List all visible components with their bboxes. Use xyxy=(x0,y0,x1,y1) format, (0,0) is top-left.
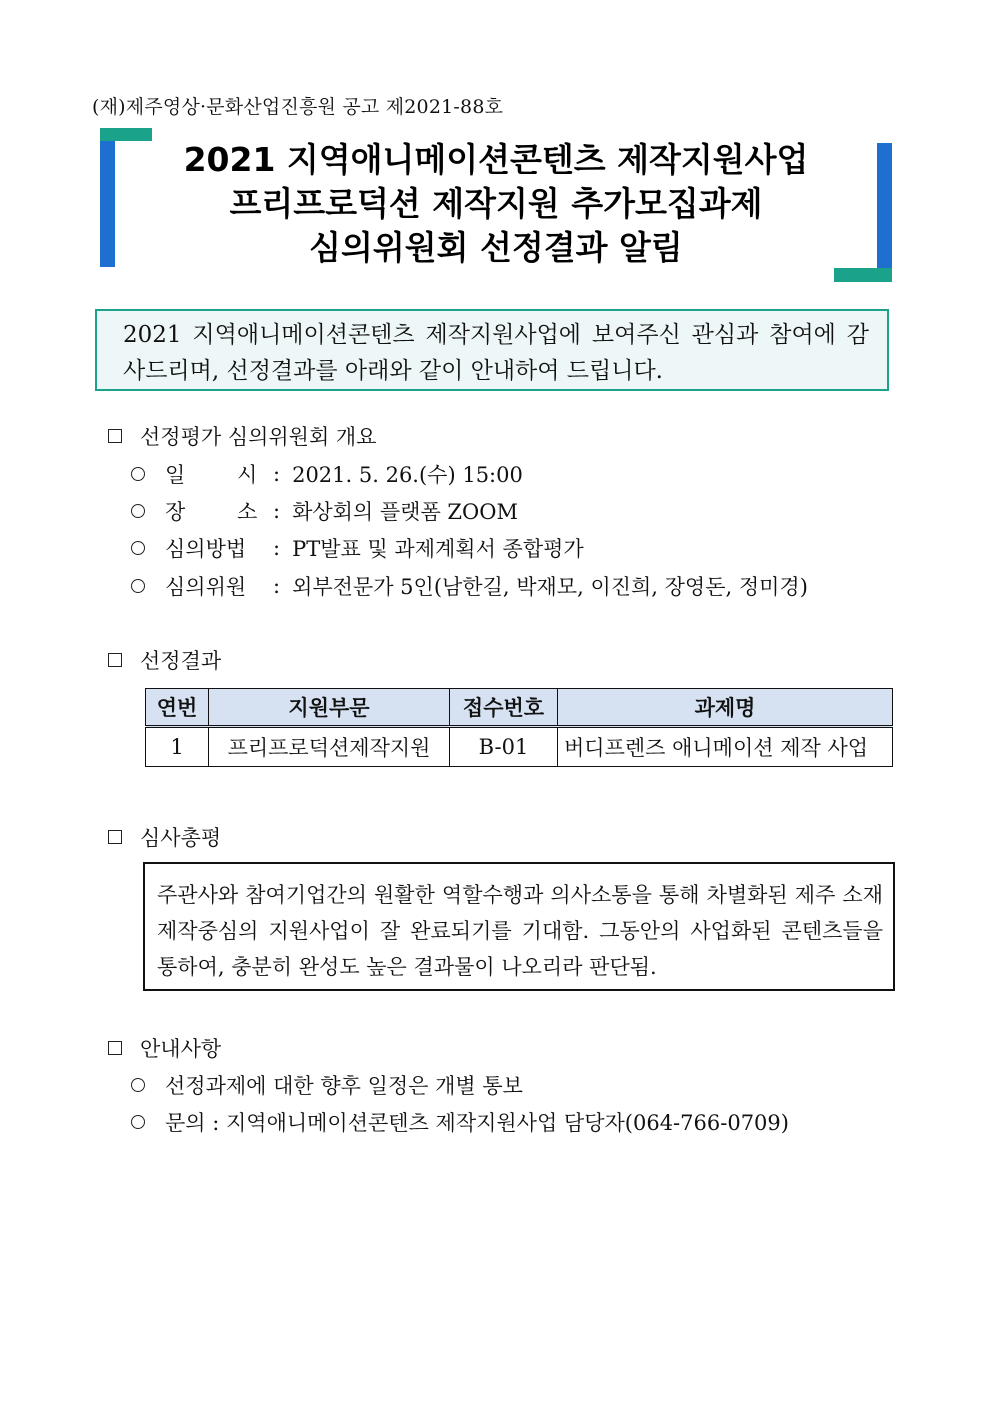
review-heading-text: 심사총평 xyxy=(140,826,222,850)
title-line-2: 프리프로덕션 제작지원 추가모집과제 xyxy=(229,184,763,223)
item-label: 심의방법 xyxy=(165,537,247,561)
item-value: 화상회의 플랫폼 ZOOM xyxy=(292,500,518,524)
label-place-first: 장 xyxy=(165,500,186,524)
accent-bar-blue-right xyxy=(877,143,892,269)
results-heading-text: 선정결과 xyxy=(140,649,222,673)
guidance-heading xyxy=(108,1033,221,1063)
circle-bullet-icon xyxy=(131,1078,145,1092)
square-bullet-icon xyxy=(108,1041,122,1055)
separator: : xyxy=(273,536,281,560)
title-line-3: 심의위원회 선정결과 알림 xyxy=(309,228,683,267)
label-date-first: 일 xyxy=(165,463,186,487)
overview-item-method xyxy=(131,533,584,563)
circle-bullet-icon xyxy=(131,541,145,555)
accent-bar-green-bottom xyxy=(834,268,892,282)
notice-number: (재)제주영상·문화산업진흥원 공고 제2021-88호 xyxy=(92,96,504,118)
results-table xyxy=(145,688,893,767)
square-bullet-icon xyxy=(108,830,122,844)
cell-number: 1 xyxy=(146,727,209,767)
separator: : xyxy=(273,462,281,486)
overview-item-date xyxy=(131,459,523,489)
item-value: PT발표 및 과제계획서 종합평가 xyxy=(292,537,584,561)
guidance-item-text: 문의 : 지역애니메이션콘텐츠 제작지원사업 담당자(064-766-0709) xyxy=(165,1111,789,1135)
cell-category: 프리프로덕션제작지원 xyxy=(209,727,450,767)
separator: : xyxy=(273,499,281,523)
square-bullet-icon xyxy=(108,653,122,667)
col-header-number: 연번 xyxy=(146,689,209,727)
document-title xyxy=(120,138,872,270)
item-label xyxy=(165,459,265,489)
intro-box: 2021 지역애니메이션콘텐츠 제작지원사업에 보여주신 관심과 참여에 감사드리며, 선정결과를 아래와 같이 안내하여 드립니다. xyxy=(95,309,889,391)
guidance-item-contact xyxy=(131,1107,789,1137)
overview-heading-text: 선정평가 심의위원회 개요 xyxy=(140,425,377,449)
item-value: 외부전문가 5인(남한길, 박재모, 이진희, 장영돈, 정미경) xyxy=(292,575,808,599)
label-date-second: 시 xyxy=(237,463,258,487)
title-line-1: 2021 지역애니메이션콘텐츠 제작지원사업 xyxy=(183,140,809,179)
overview-heading xyxy=(108,421,377,451)
table-row xyxy=(146,727,893,767)
overview-item-place xyxy=(131,496,518,526)
square-bullet-icon xyxy=(108,429,122,443)
item-value: 2021. 5. 26.(수) 15:00 xyxy=(292,463,523,487)
results-heading xyxy=(108,645,221,675)
col-header-category: 지원부문 xyxy=(209,689,450,727)
item-label xyxy=(165,496,265,526)
circle-bullet-icon xyxy=(131,579,145,593)
col-header-receipt: 접수번호 xyxy=(450,689,558,727)
table-header-row xyxy=(146,689,893,727)
cell-receipt: B-01 xyxy=(450,727,558,767)
col-header-project: 과제명 xyxy=(558,689,893,727)
guidance-heading-text: 안내사항 xyxy=(140,1037,222,1061)
guidance-item-schedule xyxy=(131,1070,523,1100)
review-box: 주관사와 참여기업간의 원활한 역할수행과 의사소통을 통해 차별화된 제주 소재 제작중심의 지원사업이 잘 완료되기를 기대함. 그동안의 사업화된 콘텐츠들을 통하여, 충분히 완성도 높은 결과물이 나오리라 판단됨. xyxy=(143,862,895,991)
cell-project: 버디프렌즈 애니메이션 제작 사업 xyxy=(558,727,893,767)
title-banner xyxy=(100,128,892,284)
circle-bullet-icon xyxy=(131,504,145,518)
review-heading xyxy=(108,822,221,852)
accent-bar-blue-left xyxy=(100,141,115,267)
circle-bullet-icon xyxy=(131,467,145,481)
separator: : xyxy=(273,574,281,598)
label-place-second: 소 xyxy=(237,500,258,524)
overview-item-members xyxy=(131,571,808,601)
item-label: 심의위원 xyxy=(165,575,247,599)
guidance-item-text: 선정과제에 대한 향후 일정은 개별 통보 xyxy=(165,1074,523,1098)
circle-bullet-icon xyxy=(131,1115,145,1129)
